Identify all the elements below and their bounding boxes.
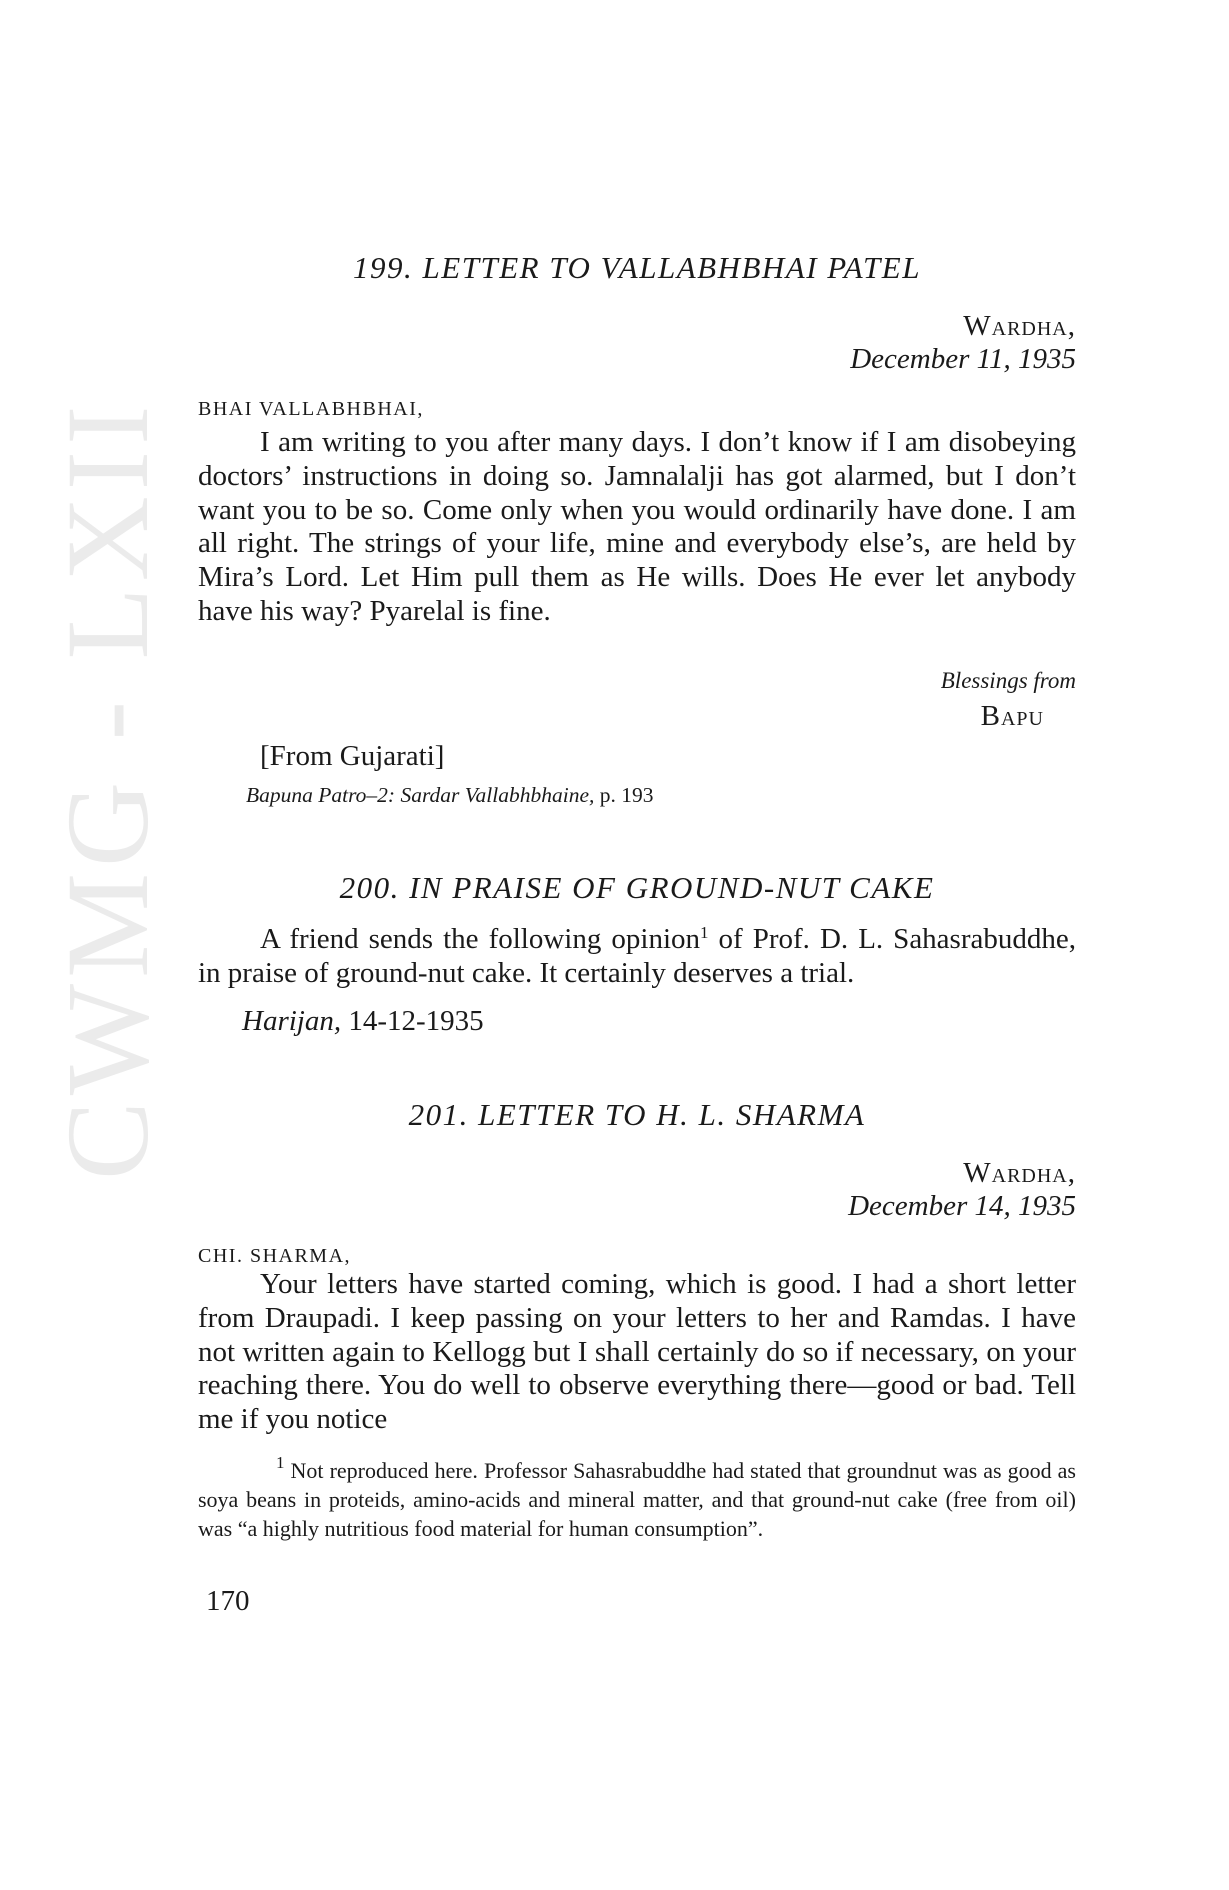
- letter-199-source: [246, 783, 654, 808]
- letter-201-place: Wardha,: [963, 1157, 1076, 1189]
- item-200-body-before: A friend sends the following opinion: [260, 923, 701, 955]
- letter-199-signature: Bapu: [980, 700, 1044, 732]
- letter-199-salutation: BHAI VALLABHBHAI,: [198, 398, 424, 420]
- letter-201-title: 201. LETTER TO H. L. SHARMA: [408, 1097, 866, 1132]
- letter-199-title: 199. LETTER TO VALLABHBHAI PATEL: [353, 250, 921, 285]
- source-journal: Harijan,: [242, 1005, 342, 1037]
- page-number: 170: [206, 1585, 250, 1617]
- footnote-text: Not reproduced here. Professor Sahasrabuddhe had stated that groundnut was as good as soya beans in proteids, amino-acids and mineral matter, and that ground-nut cake (free from oil) was “a highly nutritious food material for human consumption”.: [198, 1458, 1076, 1541]
- item-200-source: [242, 1005, 484, 1038]
- footnote-reference: 1: [700, 923, 709, 942]
- watermark: CWMG - LXII: [42, 399, 173, 1180]
- letter-199-from-note: [From Gujarati]: [260, 740, 445, 772]
- footnote: [198, 1453, 1076, 1543]
- item-200-title: 200. IN PRAISE OF GROUND-NUT CAKE: [339, 870, 935, 905]
- source-title: Bapuna Patro–2: Sardar Vallabhbhaine,: [246, 783, 595, 807]
- footnote-mark: 1: [276, 1453, 285, 1472]
- letter-201-date: December 14, 1935: [848, 1190, 1076, 1222]
- letter-201-body: Your letters have started coming, which is good. I had a short letter from Draupadi. I keep passing on your letters to her and Ramdas. I have not written again to Kellogg but I shall certainly do so if necessary, on your reaching there. You do well to observe everything there—good or bad. Tell me if you notice: [198, 1268, 1076, 1436]
- letter-199-closing: Blessings from: [940, 668, 1076, 693]
- letter-201-salutation: CHI. SHARMA,: [198, 1245, 352, 1267]
- letter-199-date: December 11, 1935: [850, 343, 1076, 375]
- source-date: 14-12-1935: [341, 1005, 484, 1037]
- item-200-body-after: of Prof. D. L. Sahasrabuddhe, in praise of ground-nut cake. It certainly deserves a trial.: [198, 923, 1076, 989]
- source-page: p. 193: [594, 783, 654, 807]
- letter-199-body: I am writing to you after many days. I don’t know if I am disobeying doctors’ instructions in doing so. Jamnalalji has got alarmed, but I don’t want you to be so. Come only when you would ordinarily have done. I am all right. The strings of your life, mine and everybody else’s, are held by Mira’s Lord. Let Him pull them as He wills. Does He ever let anybody have his way? Pyarelal is fine.: [198, 426, 1076, 627]
- item-200-body: [198, 923, 1076, 991]
- letter-199-place: Wardha,: [963, 310, 1076, 342]
